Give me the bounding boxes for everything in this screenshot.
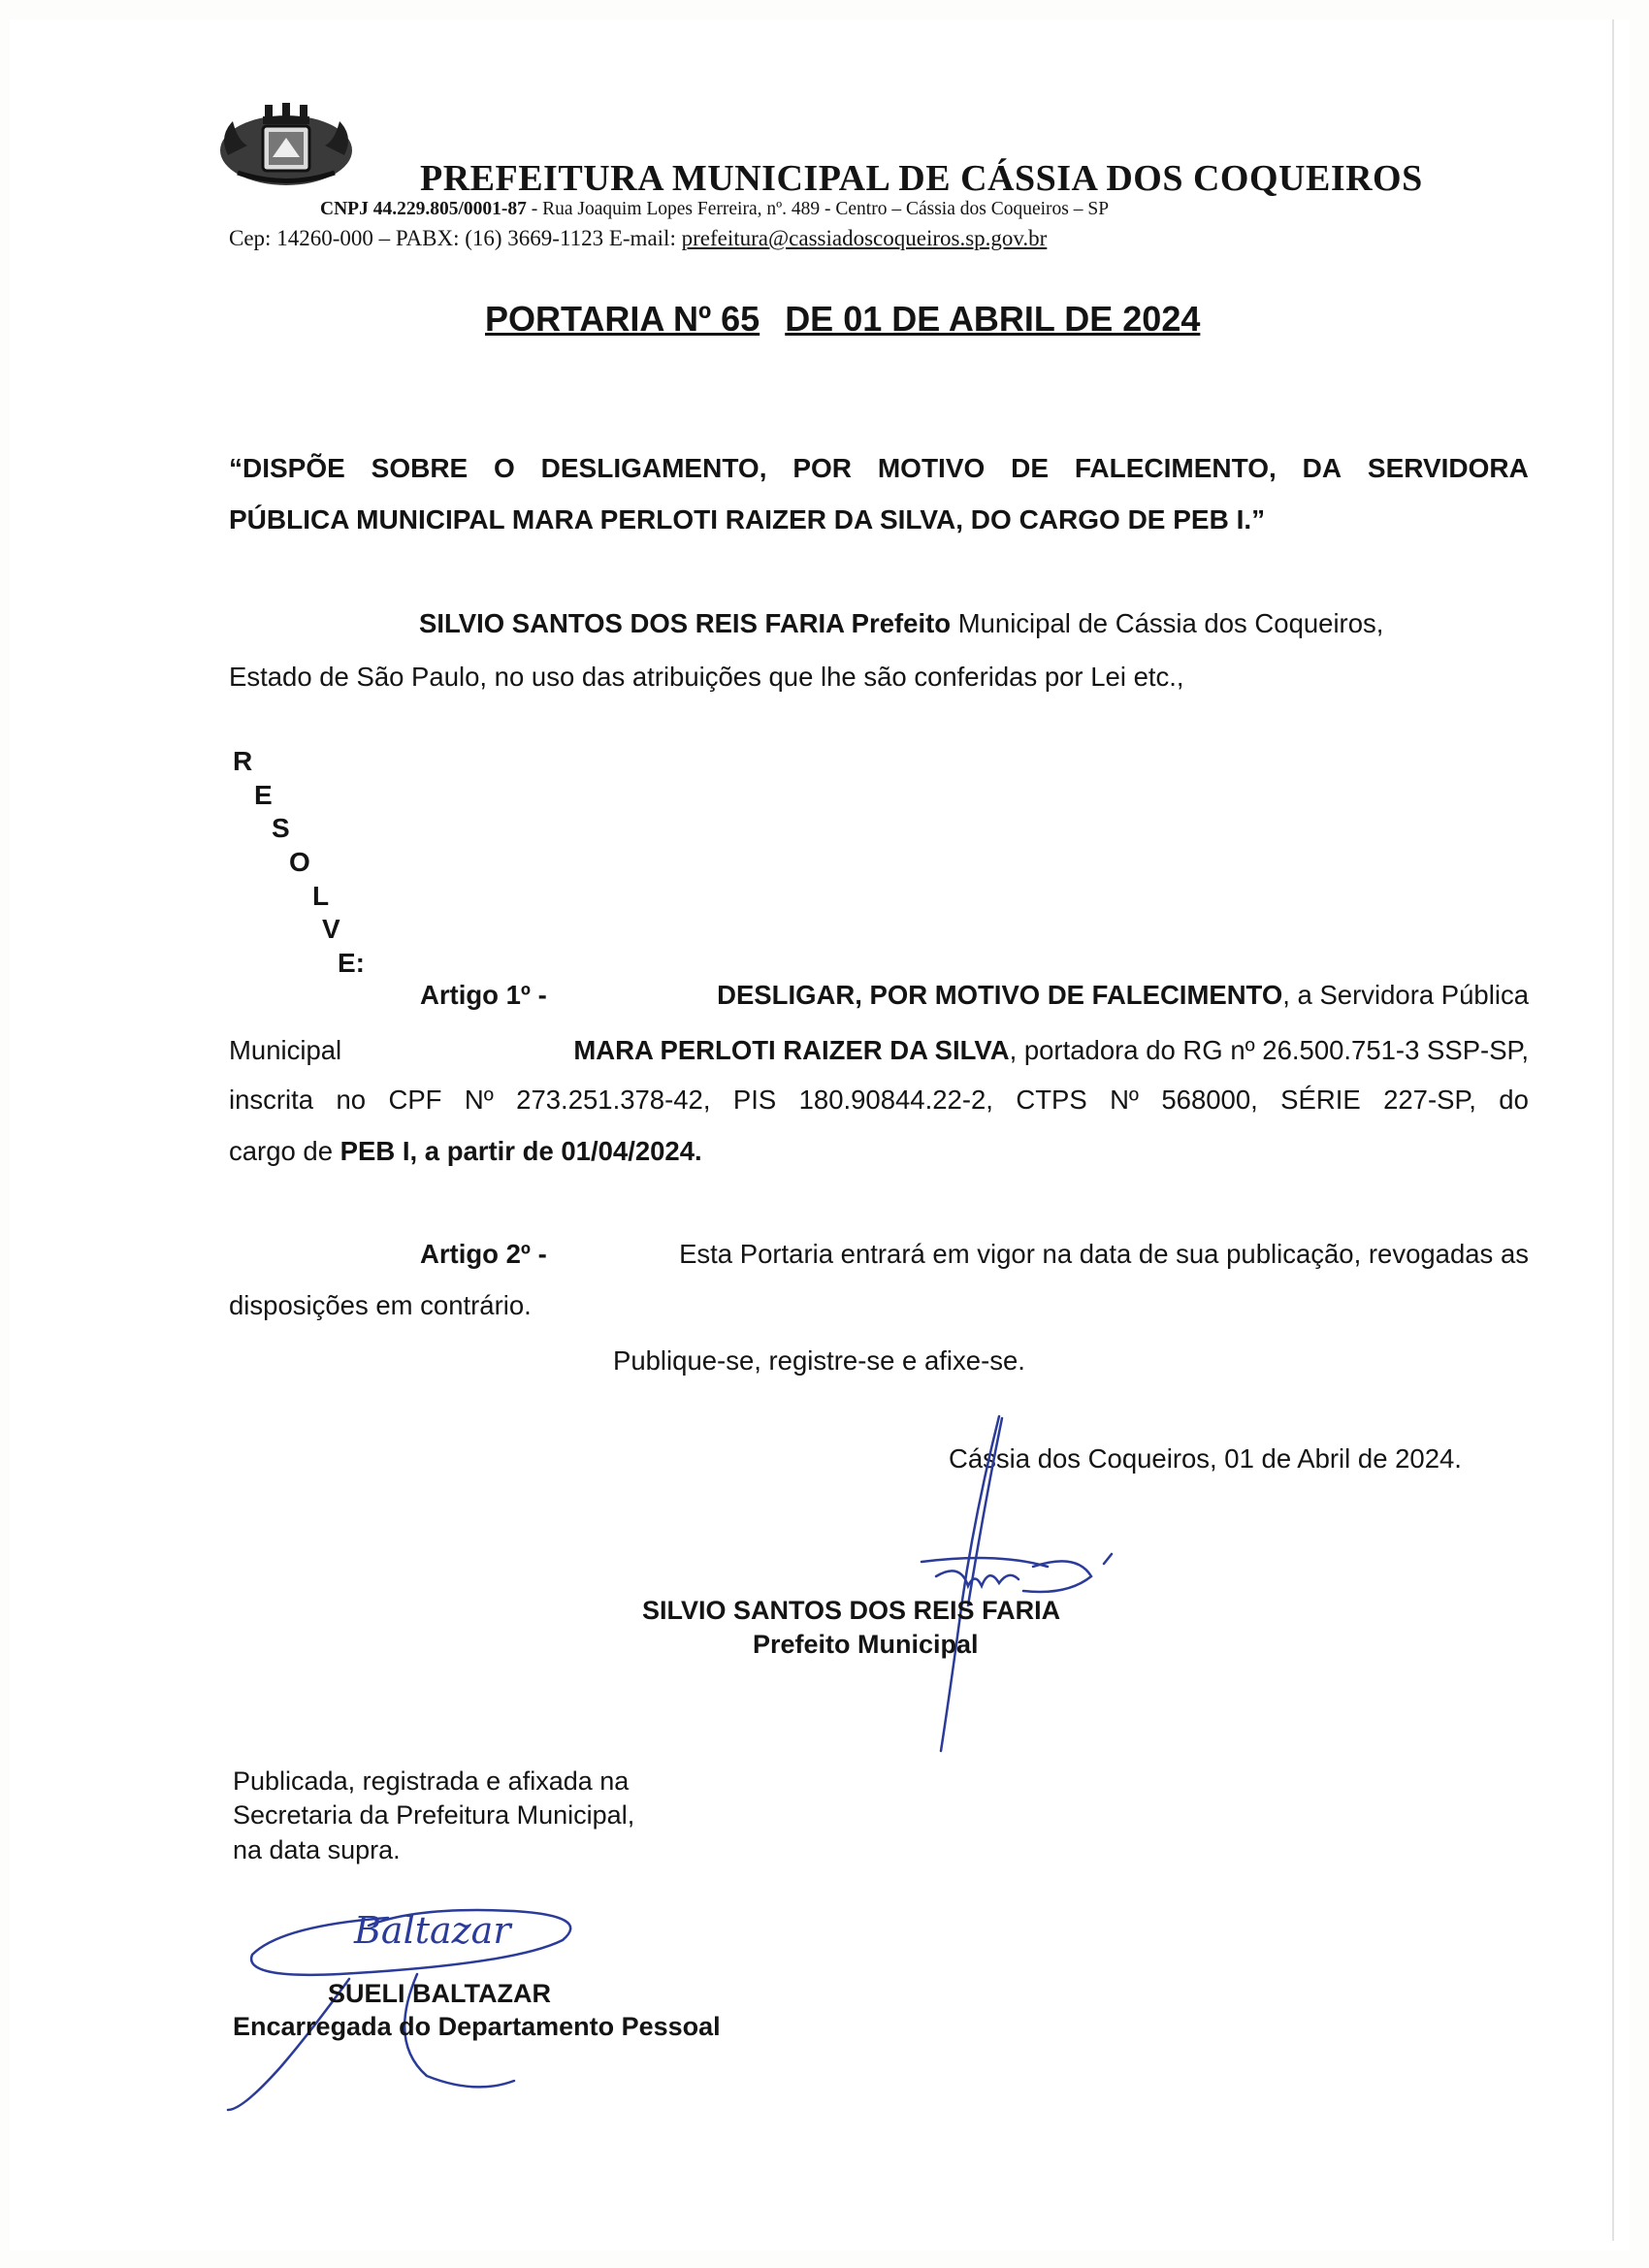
publication-note-line-3: na data supra. [233,1835,401,1864]
artigo1-action: DESLIGAR, POR MOTIVO DE FALECIMENTO [717,980,1283,1010]
artigo1-word: Nº [464,1085,494,1115]
resolve-letter-o: O [289,847,310,877]
portaria-date: DE 01 DE ABRIL DE 2024 [785,299,1201,339]
resolve-letter-e-colon: E: [338,948,365,978]
place-date: Cássia dos Coqueiros, 01 de Abril de 2024. [949,1443,1462,1474]
ementa-word: SERVIDORA [1367,453,1529,483]
artigo2-line-1 [420,1241,1529,1268]
preamble-line-1 [419,610,1529,637]
artigo1-text: , a Servidora Pública [1282,980,1529,1010]
ementa-line-1 [229,455,1529,482]
ementa-word: DA [1302,453,1342,483]
artigo1-label: Artigo 1º - [420,980,547,1010]
preamble-text: Municipal de Cássia dos Coqueiros, [951,608,1384,638]
publication-note-line-1: Publicada, registrada e afixada na [233,1766,630,1796]
address: - Rua Joaquim Lopes Ferreira, nº. 489 - Centro – Cássia dos Coqueiros – SP [526,199,1110,219]
artigo2-label: Artigo 2º - [420,1239,547,1269]
artigo1-word: 227-SP, [1383,1085,1476,1115]
ementa-word: SOBRE [371,453,469,483]
resolve-letter-v: V [322,914,340,944]
artigo1-word: CPF [388,1085,442,1115]
resolve-letter-l: L [312,881,330,911]
resolve-letter-s: S [272,813,290,843]
signer1-name: SILVIO SANTOS DOS REIS FARIA [642,1596,1061,1625]
artigo1-word: do [1499,1085,1529,1115]
mayor-handwritten-signature [854,1407,1135,1766]
email-link[interactable]: prefeitura@cassiadoscoqueiros.sp.gov.br [681,226,1048,250]
document-title [485,299,1200,340]
artigo1-word: PIS [732,1085,777,1115]
artigo1-l4-start: cargo de [229,1136,340,1166]
artigo1-line-2 [229,1037,1529,1064]
artigo1-word: CTPS [1016,1085,1087,1115]
signer1-role: Prefeito Municipal [753,1630,979,1659]
artigo2-text: Esta Portaria entrará em vigor na data de sua publicação, revogadas as [679,1239,1529,1269]
ementa-word: DESLIGAMENTO, [540,453,767,483]
cep-pabx: Cep: 14260-000 – PABX: (16) 3669-1123 E-mail: [229,226,682,250]
ementa-word: DE [1011,453,1050,483]
artigo1-word: no [336,1085,367,1115]
signer2-name: SUELI BALTAZAR [328,1979,551,2008]
artigo1-line-3 [229,1086,1529,1114]
resolve-letter-e: E [254,780,273,810]
cnpj: CNPJ 44.229.805/0001-87 [320,199,527,219]
sueli-signature-text: Baltazar [354,1909,511,1952]
artigo1-l2-rest: , portadora do RG nº 26.500.751-3 SSP-SP, [1009,1035,1529,1065]
ementa-word: FALECIMENTO, [1074,453,1277,483]
ementa-word: O [494,453,515,483]
signer2-role: Encarregada do Departamento Pessoal [233,2012,721,2041]
preamble-line-2: Estado de São Paulo, no uso das atribuições que lhe são conferidas por Lei etc., [229,662,1184,692]
artigo1-line-4 [229,1138,702,1165]
ementa-word: “DISPÕE [229,453,345,483]
portaria-number: PORTARIA Nº 65 [485,299,760,339]
ementa-line-2: PÚBLICA MUNICIPAL MARA PERLOTI RAIZER DA SILVA, DO CARGO DE PEB I.” [229,504,1266,535]
artigo1-word: inscrita [229,1085,314,1115]
artigo1-line-1 [420,982,1529,1009]
organization-contact [229,226,1047,251]
artigo1-l2-start: Municipal [229,1035,342,1065]
mayor-name: SILVIO SANTOS DOS REIS FARIA Prefeito [419,608,952,638]
publication-note-line-2: Secretaria da Prefeitura Municipal, [233,1800,635,1830]
artigo1-word: SÉRIE [1280,1085,1361,1115]
servidora-name: MARA PERLOTI RAIZER DA SILVA [573,1035,1010,1065]
artigo2-line-2: disposições em contrário. [229,1290,532,1320]
artigo1-word: 180.90844.22-2, [798,1085,993,1115]
ementa-word: MOTIVO [877,453,986,483]
artigo1-effective-date: PEB I, a partir de 01/04/2024. [340,1136,702,1166]
resolve-letter-r: R [233,746,253,776]
artigo1-word: Nº [1110,1085,1139,1115]
ementa-word: POR [792,453,853,483]
artigo1-word: 568000, [1161,1085,1258,1115]
artigo1-word: 273.251.378-42, [516,1085,711,1115]
publique-line: Publique-se, registre-se e afixe-se. [613,1345,1025,1376]
municipal-crest-logo [209,97,364,194]
organization-name: PREFEITURA MUNICIPAL DE CÁSSIA DOS COQUEIROS [420,158,1423,199]
organization-cnpj-address [320,199,1109,220]
scan-edge [1612,19,1614,2241]
